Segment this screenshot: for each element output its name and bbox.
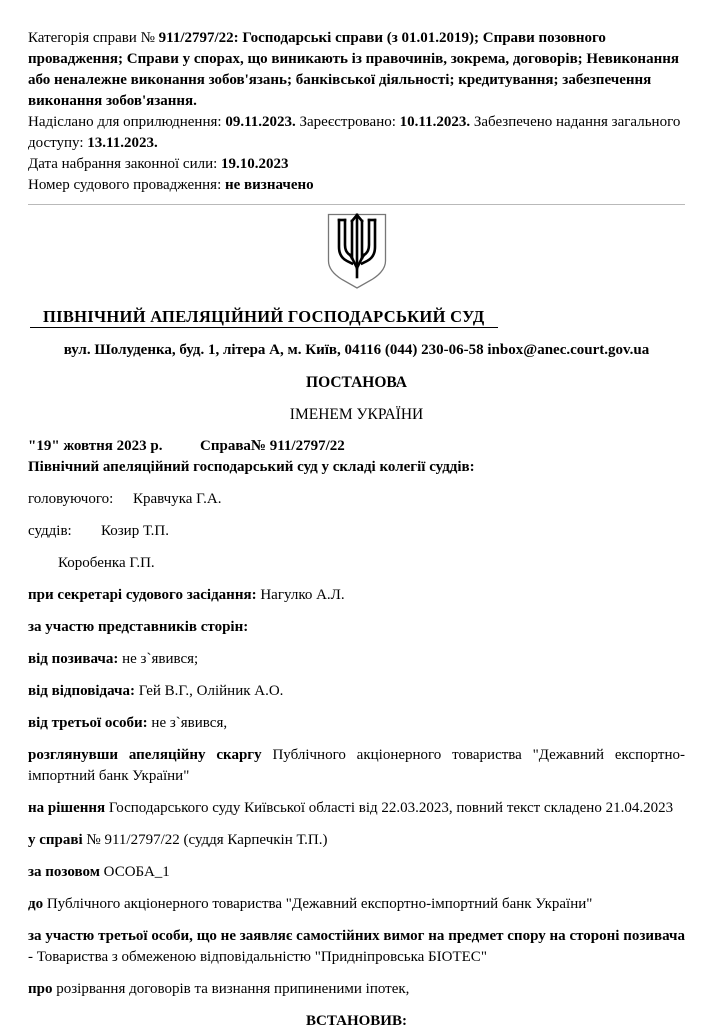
secretary-label: при секретарі судового засідання:	[28, 587, 257, 603]
case-ref-line	[28, 830, 685, 851]
respondent-label: до	[28, 896, 44, 912]
respondent-line	[28, 894, 685, 915]
subject-value: розірвання договорів та визнання припиненими іпотек,	[52, 981, 410, 997]
defendant-line	[28, 681, 685, 702]
appeal-line	[28, 745, 685, 787]
ukraine-trident-emblem-icon	[325, 211, 389, 291]
defendant-value: Гей В.Г., Олійник А.О.	[134, 683, 284, 699]
registry-metadata	[28, 28, 685, 196]
third-party-line	[28, 713, 685, 734]
proceeding-value: не визначено	[225, 177, 314, 193]
case-ref-value: № 911/2797/22 (суддя Карпечкін Т.П.)	[82, 832, 328, 848]
judge-name-2: Коробенка Г.П.	[58, 555, 155, 571]
plaintiff-line	[28, 649, 685, 670]
claim-label: за позовом	[28, 864, 100, 880]
third-party-value: не з`явився,	[147, 715, 228, 731]
sent-label: Надіслано для оприлюднення:	[28, 114, 226, 130]
judges-line	[28, 521, 685, 542]
registered-label: Зареєстровано:	[295, 114, 400, 130]
decision-date: "19" жовтня 2023 р.	[28, 438, 163, 454]
subject-line	[28, 979, 685, 1000]
divider-line	[28, 204, 685, 205]
ruling-value: Господарського суду Київської області від 22.03.2023, повний текст складено 21.04.2023	[105, 800, 674, 816]
court-address: вул. Шолуденка, буд. 1, літера А, м. Київ, 04116 (044) 230-06-58 inbox@anec.court.gov.ua	[63, 342, 650, 358]
legal-force-date: 19.10.2023	[221, 156, 289, 172]
document-type-title: ПОСТАНОВА	[306, 374, 407, 391]
third-party-description-line	[28, 926, 685, 968]
presiding-judge-name: Кравчука Г.А.	[133, 491, 222, 507]
plaintiff-value: не з`явився;	[118, 651, 199, 667]
publication-dates-line	[28, 112, 685, 154]
ruling-label: на рішення	[28, 800, 106, 816]
presiding-judge-line	[28, 489, 685, 510]
secretary-line	[28, 585, 685, 606]
proceeding-number-line	[28, 175, 685, 196]
appeal-value: Публічного акціонерного товариства "Дежавний експортно-імпортний банк України"	[28, 747, 685, 784]
court-name-line	[30, 306, 685, 328]
third-party-label: від третьої особи:	[28, 715, 148, 731]
claim-line	[28, 862, 685, 883]
sent-date: 09.11.2023.	[225, 114, 296, 130]
case-category-label: Категорія справи №	[28, 30, 159, 46]
proceeding-label: Номер судового провадження:	[28, 177, 225, 193]
access-label: Забезпечено надання загального доступу:	[28, 114, 681, 151]
panel-heading: Північний апеляційний господарський суд у складі колегії суддів:	[28, 459, 475, 475]
legal-force-line	[28, 154, 685, 175]
judge-name-2-line	[28, 553, 685, 574]
plaintiff-label: від позивача:	[28, 651, 119, 667]
claim-value: ОСОБА_1	[99, 864, 170, 880]
document-body	[28, 457, 685, 1027]
appeal-label: розглянувши апеляційну скаргу	[28, 747, 262, 763]
case-category-value: 911/2797/22: Господарські справи (з 01.01.2019); Справи позовного провадження; Справи у спорах, що виникають із правочинів, зокрема, договорів; Невиконання або неналежне виконання зобов'язань; банківської діяльності; кредитування; забезпечення виконання зобов'язання.	[28, 30, 679, 109]
court-name: ПІВНІЧНИЙ АПЕЛЯЦІЙНИЙ ГОСПОДАРСЬКИЙ СУД	[30, 307, 498, 328]
respondent-value: Публічного акціонерного товариства "Дежавний експортно-імпортний банк України"	[43, 896, 593, 912]
access-date: 13.11.2023.	[87, 135, 158, 151]
legal-force-label: Дата набрання законної сили:	[28, 156, 222, 172]
subject-label: про	[28, 981, 53, 997]
judge-name-1: Козир Т.П.	[101, 523, 169, 539]
emblem-container	[28, 211, 685, 296]
date-case-line	[28, 436, 685, 457]
participants-heading: за участю представників сторін:	[28, 619, 249, 635]
in-the-name-of-ukraine: ІМЕНЕМ УКРАЇНИ	[289, 406, 424, 423]
ruling-line	[28, 798, 685, 819]
presiding-label: головуючого:	[28, 491, 114, 507]
case-number: Справа№ 911/2797/22	[200, 438, 345, 454]
established-heading: ВСТАНОВИВ:	[306, 1013, 407, 1027]
judges-label: суддів:	[28, 523, 72, 539]
case-ref-label: у справі	[28, 832, 83, 848]
secretary-name: Нагулко А.Л.	[256, 587, 345, 603]
registered-date: 10.11.2023.	[399, 114, 471, 130]
third-party-description-value: - Товариства з обмеженою відповідальністю "Придніпровська БІОТЕС"	[28, 949, 487, 965]
case-category-line	[28, 28, 685, 112]
third-party-description-label: за участю третьої особи, що не заявляє самостійних вимог на предмет спору на стороні позивача	[28, 928, 685, 944]
defendant-label: від відповідача:	[28, 683, 135, 699]
